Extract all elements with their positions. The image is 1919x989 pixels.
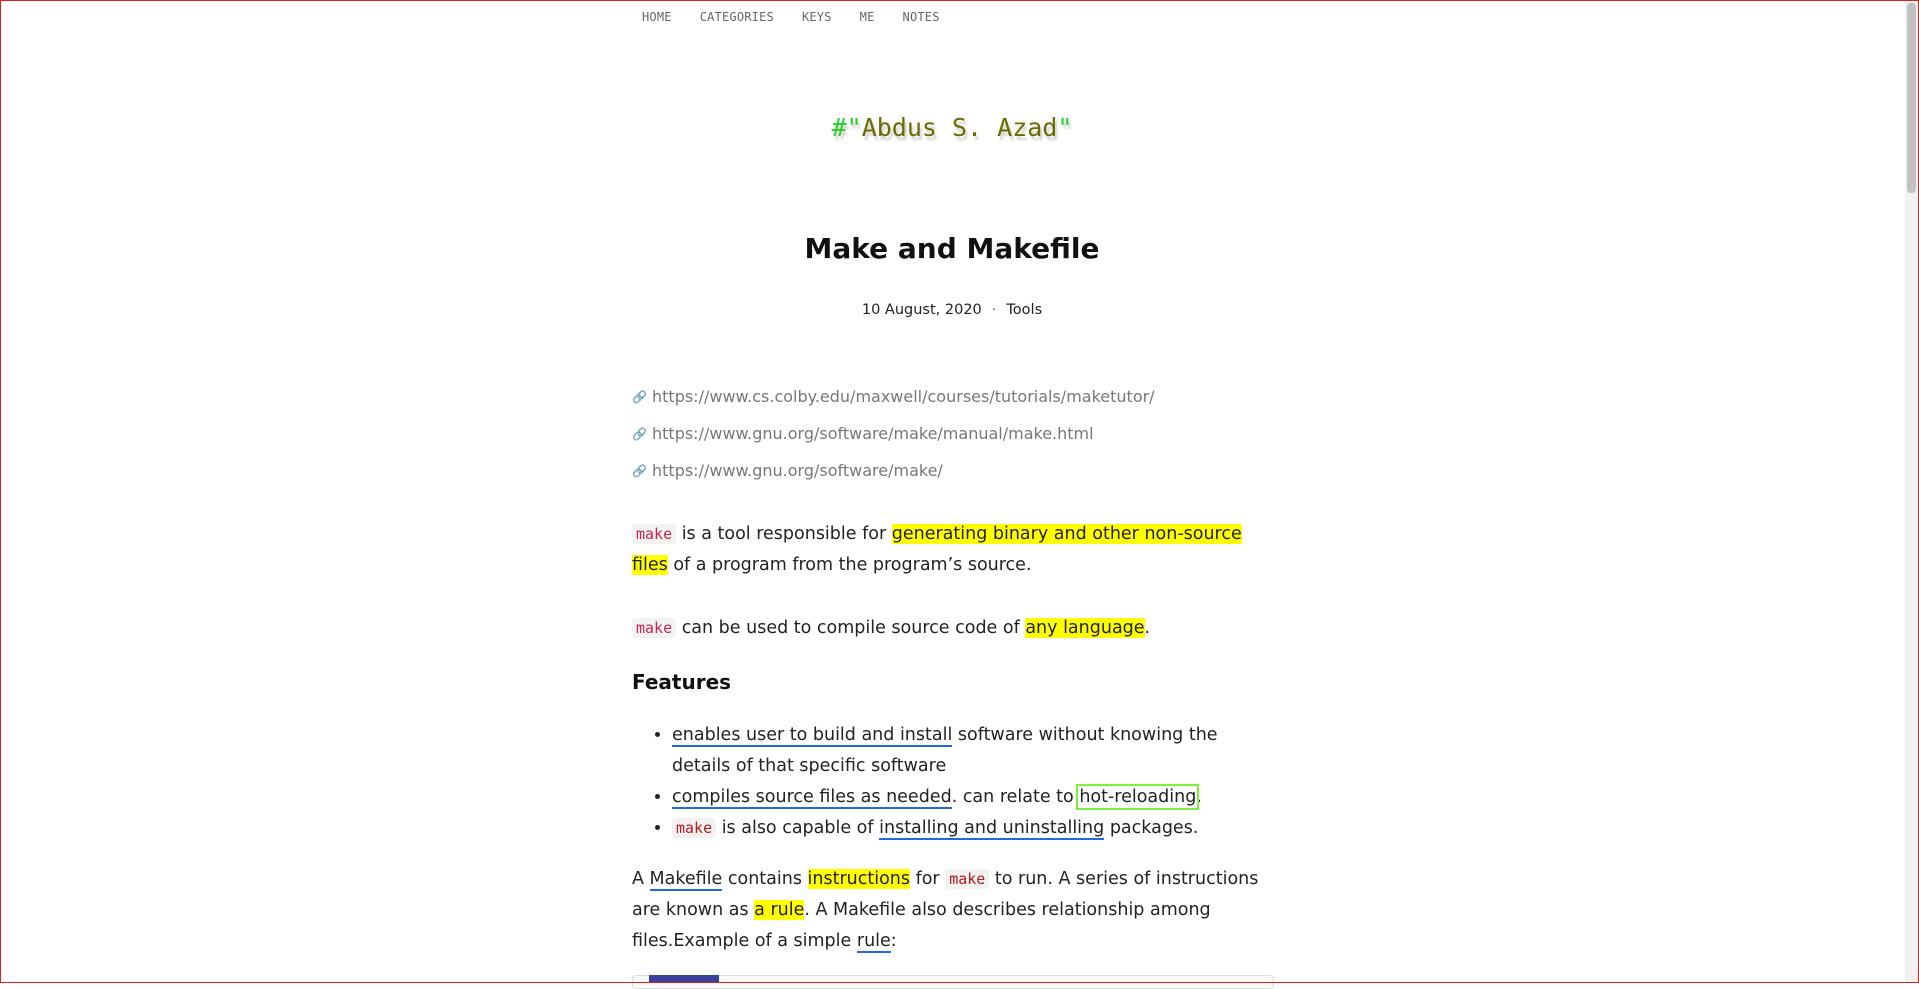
underlined-span: Makefile bbox=[649, 869, 723, 889]
text-span: : bbox=[890, 931, 897, 951]
list-item bbox=[672, 782, 1272, 813]
site-title-name: Abdus S. Azad bbox=[861, 113, 1058, 142]
code-block bbox=[632, 975, 1274, 989]
highlight-span: generating binary and other non-source files bbox=[632, 524, 1242, 575]
text-span: . A Makefile also describes relationship among files.Example of a simple bbox=[632, 900, 1211, 951]
makefile-paragraph bbox=[632, 864, 1272, 957]
features-list bbox=[632, 720, 1272, 844]
text-span: of a program from the program’s source. bbox=[667, 555, 1032, 575]
text-span: to run. A series of instructions are known as bbox=[632, 869, 1259, 920]
post-title: Make and Makefile bbox=[804, 232, 1100, 265]
inline-code-make: make bbox=[945, 869, 989, 889]
site-title-hash: # bbox=[831, 113, 847, 142]
post-date: 10 August, 2020 bbox=[861, 302, 982, 318]
text-span: packages. bbox=[1104, 818, 1199, 838]
post-category-link[interactable]: Tools bbox=[1006, 302, 1043, 318]
highlight-span: a rule bbox=[754, 900, 805, 920]
meta-separator: · bbox=[991, 302, 997, 318]
link-icon: 🔗 bbox=[632, 463, 647, 478]
highlight-span: any language bbox=[1025, 618, 1145, 638]
list-item bbox=[672, 813, 1272, 844]
inline-code-make: make bbox=[672, 818, 716, 838]
site-title-open-quote: " bbox=[846, 113, 862, 142]
link-icon: 🔗 bbox=[632, 389, 647, 404]
inline-code-make: make bbox=[632, 524, 676, 544]
text-span: is also capable of bbox=[716, 818, 880, 838]
highlight-span: instructions bbox=[807, 869, 910, 889]
nav-notes[interactable]: NOTES bbox=[902, 10, 940, 24]
code-block-language-tab bbox=[649, 975, 719, 983]
text-span: software without knowing the details of that specific software bbox=[672, 725, 1218, 776]
reference-link-row bbox=[632, 452, 1155, 489]
underlined-span: rule bbox=[856, 931, 891, 951]
text-span: . can relate to bbox=[951, 787, 1080, 807]
top-nav bbox=[642, 10, 940, 24]
reference-link-2[interactable]: https://www.gnu.org/software/make/manual/make.html bbox=[652, 424, 1094, 443]
intro-paragraph bbox=[632, 519, 1272, 581]
text-span: can be used to compile source code of bbox=[676, 618, 1026, 638]
vertical-scrollbar[interactable] bbox=[1905, 1, 1918, 982]
underlined-span: compiles source files as needed bbox=[672, 787, 952, 807]
nav-home[interactable]: HOME bbox=[642, 10, 672, 24]
post-meta bbox=[632, 302, 1272, 318]
text-span: A bbox=[632, 869, 650, 889]
text-span: . bbox=[1196, 787, 1202, 807]
underlined-span: enables user to build and install bbox=[672, 725, 953, 745]
text-span: is a tool responsible for bbox=[676, 524, 892, 544]
scrollbar-thumb[interactable] bbox=[1907, 3, 1916, 193]
nav-keys[interactable]: KEYS bbox=[801, 10, 832, 24]
underlined-span: installing and uninstalling bbox=[879, 818, 1105, 838]
text-span: for bbox=[910, 869, 946, 889]
reference-link-row bbox=[632, 378, 1155, 415]
nav-categories[interactable]: CATEGORIES bbox=[699, 10, 774, 24]
reference-link-3[interactable]: https://www.gnu.org/software/make/ bbox=[652, 461, 943, 480]
reference-links bbox=[632, 378, 1155, 489]
inline-code-make: make bbox=[632, 618, 676, 638]
site-title[interactable] bbox=[632, 113, 1272, 142]
nav-me[interactable]: ME bbox=[859, 10, 875, 24]
list-item bbox=[672, 720, 1272, 782]
site-title-close-quote: " bbox=[1057, 113, 1073, 142]
reference-link-1[interactable]: https://www.cs.colby.edu/maxwell/courses/tutorials/maketutor/ bbox=[652, 387, 1155, 406]
reference-link-row bbox=[632, 415, 1155, 452]
boxed-span: hot-reloading bbox=[1079, 787, 1197, 807]
text-span: . bbox=[1144, 618, 1151, 638]
link-icon: 🔗 bbox=[632, 426, 647, 441]
features-heading: Features bbox=[632, 670, 732, 694]
text-span: contains bbox=[722, 869, 808, 889]
language-paragraph bbox=[632, 613, 1272, 644]
